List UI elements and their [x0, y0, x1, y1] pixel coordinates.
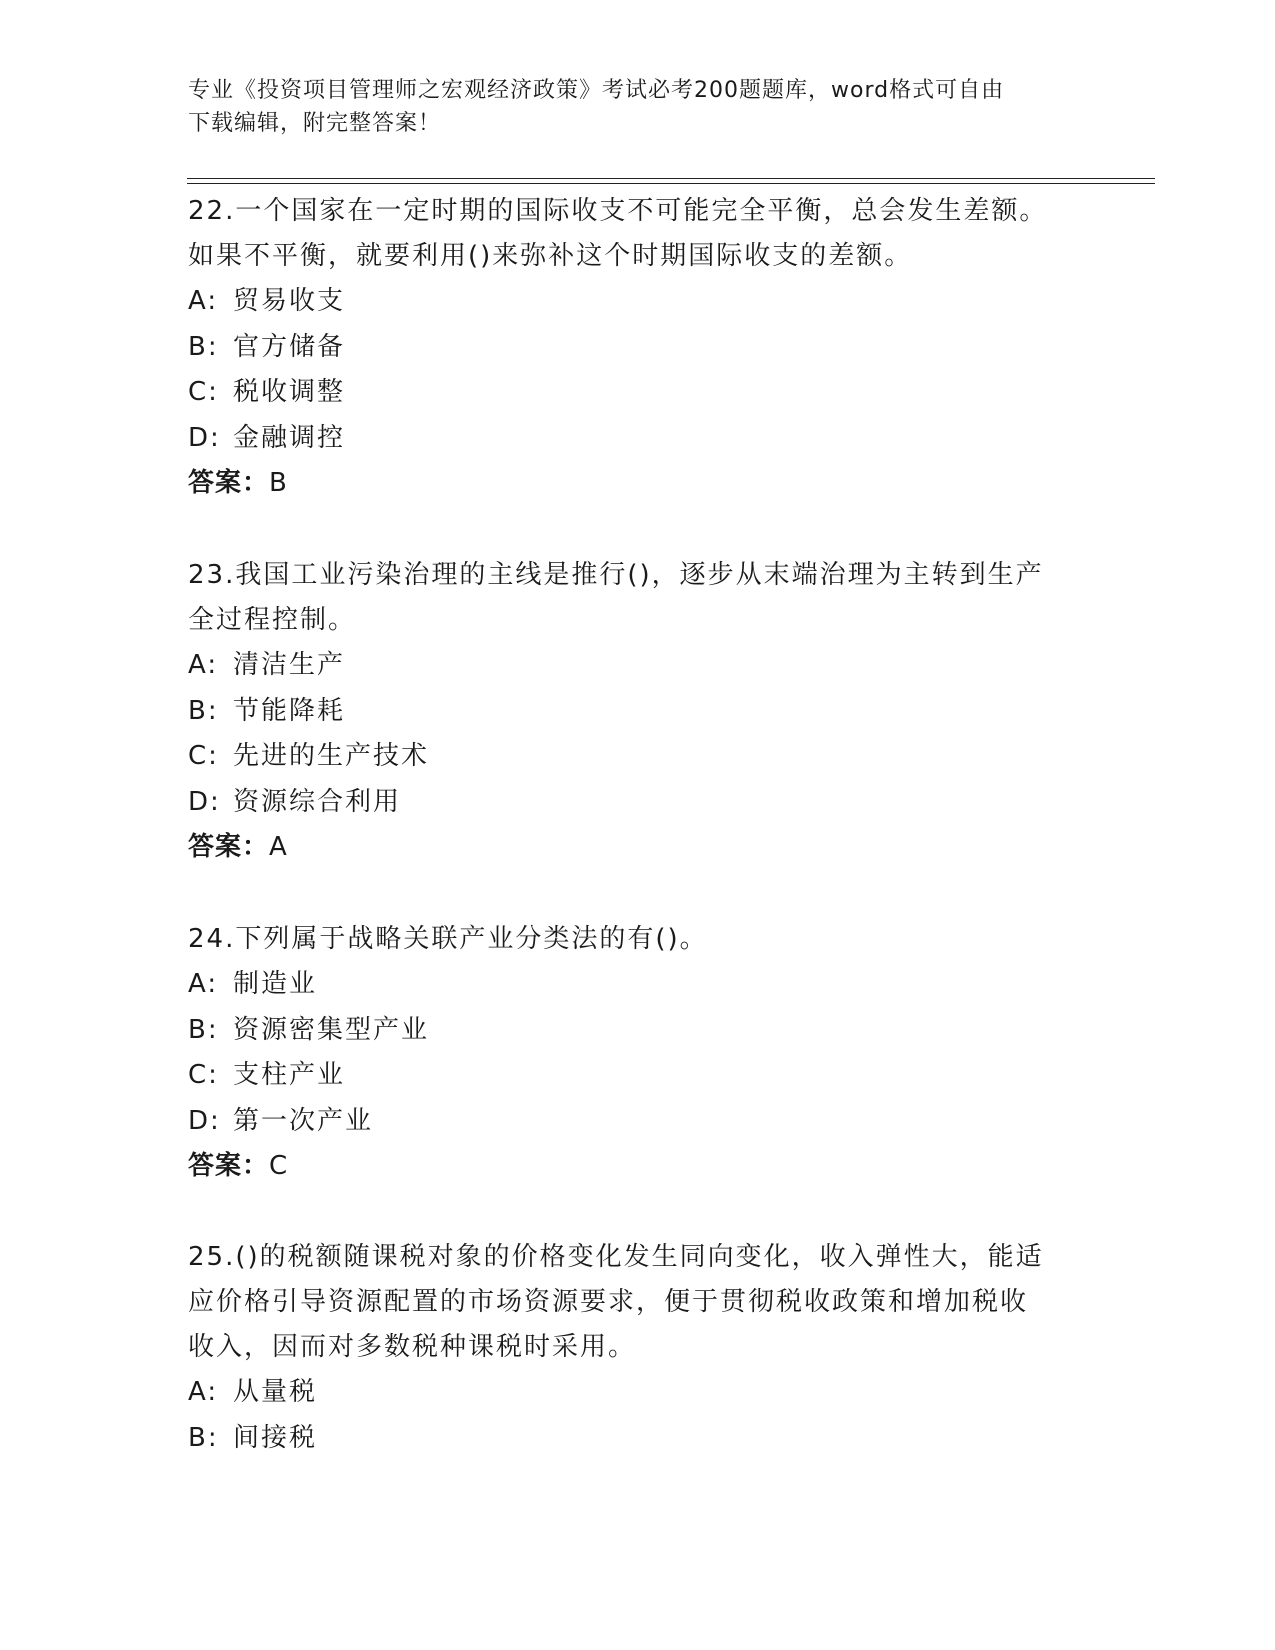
option-text: 税收调整: [233, 377, 346, 407]
option-text: 先进的生产技术: [233, 741, 430, 771]
question-stem-line: 23.我国工业污染治理的主线是推行()，逐步从末端治理为主转到生产: [188, 560, 1044, 590]
question-25: [188, 1235, 1088, 1461]
option-b: [188, 689, 1088, 735]
option-text: 支柱产业: [233, 1060, 346, 1090]
header-line-1: 专业《投资项目管理师之宏观经济政策》考试必考200题题库，word格式可自由: [188, 78, 1005, 103]
question-stem-line: 收入，因而对多数税种课税时采用。: [188, 1332, 637, 1362]
option-letter: A:: [188, 1377, 219, 1407]
answer-line: [188, 461, 1088, 507]
option-a: [188, 279, 1088, 325]
question-stem-line: 应价格引导资源配置的市场资源要求，便于贯彻税收政策和增加税收: [188, 1287, 1029, 1317]
option-text: 节能降耗: [233, 695, 346, 726]
option-letter: A:: [188, 286, 219, 316]
option-c: [188, 734, 1088, 780]
option-text: 资源密集型产业: [233, 1014, 430, 1045]
option-letter: C:: [188, 1060, 219, 1090]
option-c: [188, 1053, 1088, 1099]
option-d: [188, 780, 1088, 826]
option-letter: D:: [188, 786, 221, 817]
question-22: [188, 189, 1088, 507]
question-stem-line: 全过程控制。: [188, 605, 357, 635]
option-letter: A:: [188, 969, 219, 999]
option-text: 金融调控: [233, 422, 346, 453]
option-text: 第一次产业: [233, 1105, 374, 1136]
option-text: 从量税: [233, 1377, 318, 1407]
header-divider-top: [187, 178, 1155, 179]
answer-label: 答案：: [188, 832, 270, 862]
option-d: [188, 416, 1088, 462]
option-a: [188, 962, 1088, 1008]
option-text: 间接税: [233, 1422, 318, 1453]
option-b: [188, 325, 1088, 371]
option-letter: A:: [188, 650, 219, 680]
answer-value: A: [269, 832, 288, 862]
answer-label: 答案：: [188, 1151, 270, 1181]
option-letter: B:: [188, 1014, 219, 1045]
option-text: 制造业: [233, 969, 318, 999]
option-letter: B:: [188, 1422, 219, 1453]
option-b: [188, 1008, 1088, 1054]
option-text: 资源综合利用: [233, 786, 402, 817]
header-line-2: 下载编辑，附完整答案！: [188, 111, 442, 136]
answer-value: B: [269, 468, 288, 498]
answer-value: C: [269, 1151, 289, 1181]
question-23: [188, 553, 1088, 871]
question-stem-line: 25.()的税额随课税对象的价格变化发生同向变化，收入弹性大，能适: [188, 1242, 1044, 1272]
option-letter: C:: [188, 377, 219, 407]
answer-line: [188, 1144, 1088, 1190]
option-letter: C:: [188, 741, 219, 771]
option-c: [188, 370, 1088, 416]
option-a: [188, 1370, 1088, 1416]
option-letter: D:: [188, 422, 221, 453]
option-text: 贸易收支: [233, 286, 346, 316]
option-letter: B:: [188, 331, 219, 362]
header-divider-bottom: [187, 183, 1155, 184]
answer-line: [188, 825, 1088, 871]
option-a: [188, 643, 1088, 689]
option-text: 清洁生产: [233, 650, 346, 680]
question-24: [188, 917, 1088, 1190]
option-d: [188, 1099, 1088, 1145]
question-stem-line: 22.一个国家在一定时期的国际收支不可能完全平衡，总会发生差额。: [188, 196, 1048, 226]
question-stem-line: 如果不平衡，就要利用()来弥补这个时期国际收支的差额。: [188, 241, 913, 271]
answer-label: 答案：: [188, 468, 270, 498]
document-header: [188, 74, 1088, 140]
option-text: 官方储备: [233, 331, 346, 362]
question-stem-line: 24.下列属于战略关联产业分类法的有()。: [188, 924, 708, 954]
option-letter: D:: [188, 1105, 221, 1136]
option-b: [188, 1416, 1088, 1462]
option-letter: B:: [188, 695, 219, 726]
